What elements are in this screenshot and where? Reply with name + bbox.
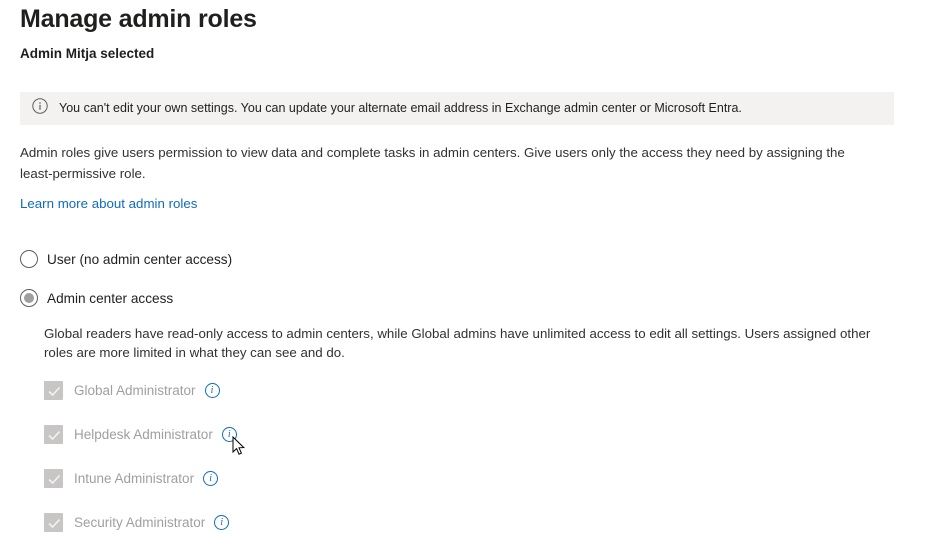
page-subtitle: Admin Mitja selected	[20, 46, 155, 61]
radio-icon-unselected	[20, 250, 38, 268]
info-icon	[32, 98, 48, 119]
info-message-bar	[20, 92, 894, 125]
radio-label-user: User (no admin center access)	[47, 251, 233, 267]
learn-more-link[interactable]: Learn more about admin roles	[20, 196, 198, 211]
checkbox-checked-disabled	[44, 513, 63, 532]
role-row-intune-administrator[interactable]	[44, 464, 907, 492]
radio-admin-center-access[interactable]	[20, 285, 907, 311]
checkbox-checked-disabled	[44, 425, 63, 444]
checkbox-checked-disabled	[44, 381, 63, 400]
radio-icon-selected	[20, 289, 38, 307]
checkbox-checked-disabled	[44, 469, 63, 488]
page-title: Manage admin roles	[20, 5, 257, 33]
role-label-intune-administrator: Intune Administrator	[74, 470, 195, 486]
manage-admin-roles-panel	[0, 4, 927, 544]
radio-user-no-admin-access[interactable]	[20, 246, 907, 272]
admin-roles-description: Admin roles give users permission to view data and complete tasks in admin centers. Give users only the access they need by assigning the least-permissive role.	[20, 145, 845, 181]
role-row-helpdesk-administrator[interactable]	[44, 420, 907, 448]
role-label-security-administrator: Security Administrator	[74, 514, 206, 530]
admin-roles-section	[44, 324, 907, 536]
admin-roles-subdescription: Global readers have read-only access to admin centers, while Global admins have unlimited access to edit all settings. Users assigned other roles are more limited in what they can see and do.	[44, 326, 871, 360]
role-label-global-administrator: Global Administrator	[74, 382, 196, 398]
info-icon-intune-administrator[interactable]: i	[203, 471, 218, 486]
radio-label-admin-center-access: Admin center access	[47, 290, 174, 306]
info-icon-helpdesk-administrator[interactable]: i	[222, 427, 237, 442]
role-row-security-administrator[interactable]	[44, 508, 907, 536]
info-icon-global-administrator[interactable]: i	[205, 383, 220, 398]
role-label-helpdesk-administrator: Helpdesk Administrator	[74, 426, 213, 442]
role-row-global-administrator[interactable]	[44, 376, 907, 404]
info-icon-security-administrator[interactable]: i	[214, 515, 229, 530]
info-message-text: You can't edit your own settings. You can update your alternate email address in Exchange admin center or Microsoft Entra.	[59, 101, 742, 115]
access-type-radio-group	[20, 246, 907, 536]
